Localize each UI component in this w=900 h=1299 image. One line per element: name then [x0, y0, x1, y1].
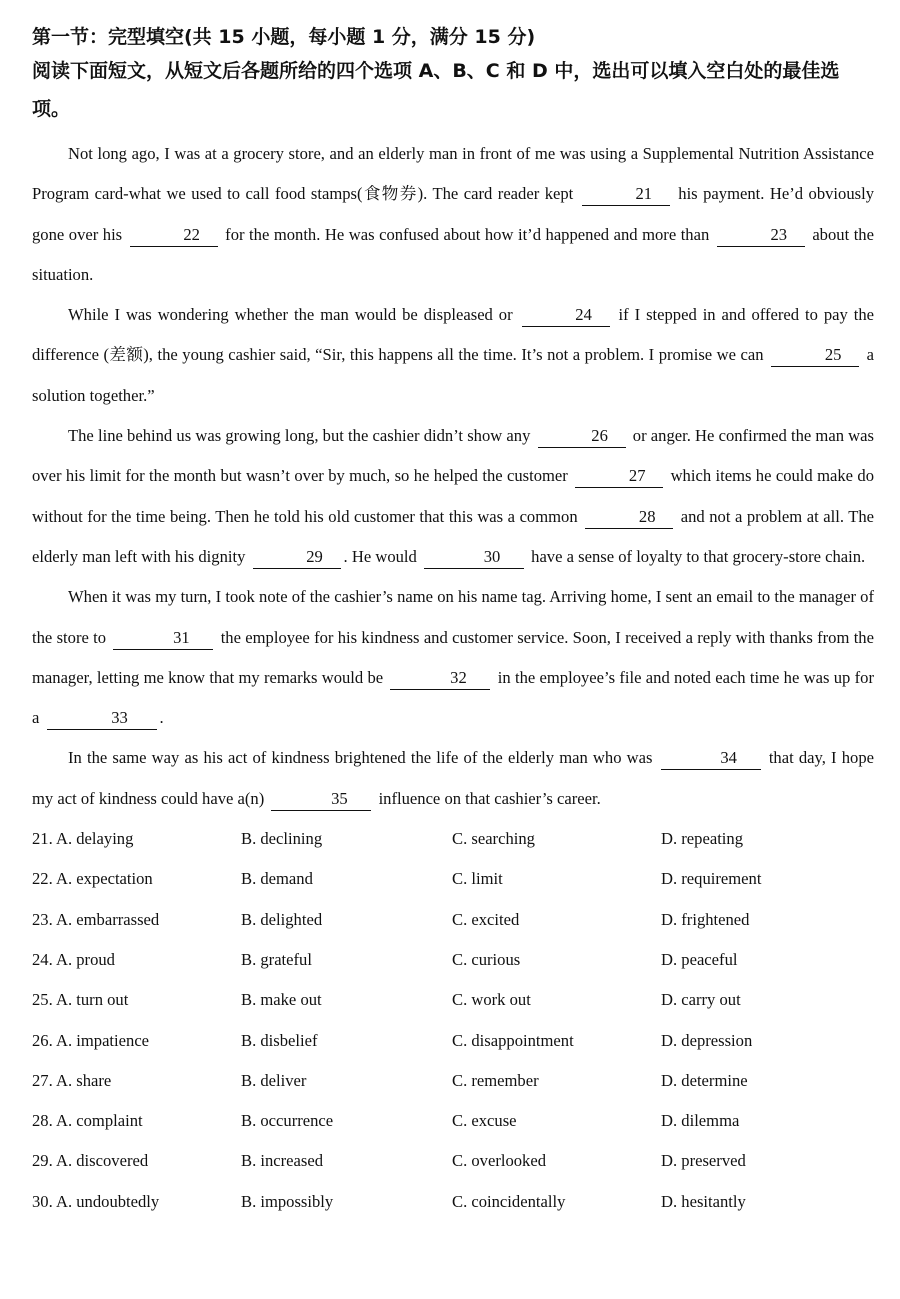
text: influence on that cashier’s career. [378, 788, 601, 808]
option-d: D. repeating [661, 829, 744, 849]
text: While I was wondering whether the man would be displeased or [68, 305, 513, 325]
option-a: 28. A. complaint [32, 1111, 143, 1131]
blank-28: 28 [585, 506, 673, 529]
option-b: B. demand [241, 869, 313, 889]
option-c: C. excited [452, 909, 520, 929]
option-d: D. peaceful [661, 949, 738, 969]
text: which items he could make do without for the time being. Then he told his old customer that this was a common [32, 466, 874, 526]
question-row [32, 819, 874, 859]
blank-25: 25 [771, 344, 859, 367]
text: a solution together.” [32, 345, 875, 405]
option-a: 26. A. impatience [32, 1030, 150, 1050]
blank-23: 23 [717, 224, 805, 247]
blank-32: 32 [390, 667, 490, 690]
option-c: C. excuse [452, 1111, 517, 1131]
exam-page [32, 22, 874, 1222]
option-a: 21. A. delaying [32, 829, 134, 849]
text: . He would [343, 546, 417, 566]
question-row [32, 859, 874, 899]
option-d: D. requirement [661, 869, 762, 889]
option-d: D. carry out [661, 990, 741, 1010]
option-d: D. dilemma [661, 1111, 740, 1131]
paragraph-1 [32, 134, 874, 295]
option-b: B. delighted [241, 909, 323, 929]
question-row [32, 1061, 874, 1101]
option-b: B. increased [241, 1151, 324, 1171]
text: In the same way as his act of kindness brightened the life of the elderly man who was [68, 748, 653, 768]
text: . [159, 708, 164, 728]
text: in the employee’s file and noted each time he was up for a [32, 667, 874, 728]
text: or anger. He confirmed the man was over his limit for the month but wasn’t over by much, so he helped the customer [32, 426, 874, 486]
option-b: B. deliver [241, 1070, 307, 1090]
question-row [32, 940, 874, 980]
text: and not a problem at all. The elderly man left with his dignity [32, 506, 875, 566]
text: for the month. He was confused about how it’d happened and more than [225, 224, 710, 244]
blank-29: 29 [253, 546, 341, 569]
blank-34: 34 [661, 747, 761, 770]
paragraph-2 [32, 295, 874, 416]
text: his payment. He’d obviously gone over his [32, 184, 874, 244]
text: the employee for his kindness and customer service. Soon, I received a reply with thanks from the manager, letting me know that my remarks would be [32, 627, 874, 687]
option-c: C. searching [452, 829, 535, 849]
text: about the situation. [32, 224, 874, 284]
option-b: B. make out [241, 990, 322, 1010]
question-row [32, 1021, 874, 1061]
paragraph-5 [32, 738, 874, 819]
blank-24: 24 [522, 304, 610, 327]
blank-35: 35 [271, 788, 371, 811]
section-title: 第一节：完型填空(共 15 小题，每小题 1 分，满分 15 分) [32, 26, 536, 48]
text: Not long ago, I was at a grocery store, and an elderly man in front of me was using a Supplemental Nutrition Assistance Program card-what we used to call food stamps(食物券). The card reader kept [32, 144, 874, 204]
option-c: C. disappointment [452, 1030, 574, 1050]
question-options [32, 819, 874, 1222]
option-c: C. work out [452, 990, 531, 1010]
option-c: C. overlooked [452, 1151, 547, 1171]
text: When it was my turn, I took note of the cashier’s name on his name tag. Arriving home, I sent an email to the manager of the store to [32, 587, 874, 647]
option-a: 24. A. proud [32, 949, 115, 969]
option-c: C. coincidentally [452, 1191, 566, 1211]
option-c: C. limit [452, 869, 503, 889]
option-b: B. grateful [241, 949, 312, 969]
option-a: 25. A. turn out [32, 990, 129, 1010]
option-a: 27. A. share [32, 1070, 112, 1090]
option-b: B. declining [241, 829, 323, 849]
question-row [32, 1182, 874, 1222]
blank-27: 27 [575, 465, 663, 488]
question-row [32, 980, 874, 1020]
option-b: B. occurrence [241, 1111, 334, 1131]
blank-22: 22 [130, 224, 218, 247]
option-a: 30. A. undoubtedly [32, 1191, 160, 1211]
blank-21: 21 [582, 183, 670, 206]
option-c: C. curious [452, 949, 521, 969]
option-a: 29. A. discovered [32, 1151, 149, 1171]
text: The line behind us was growing long, but the cashier didn’t show any [68, 426, 531, 446]
question-row [32, 1101, 874, 1141]
option-d: D. preserved [661, 1151, 746, 1171]
text: if I stepped in and offered to pay the difference (差额), the young cashier said, “Sir, this happens all the time. It’s not a problem. I promise we can [32, 305, 875, 365]
paragraph-3 [32, 416, 874, 577]
blank-26: 26 [538, 425, 626, 448]
option-c: C. remember [452, 1070, 539, 1090]
option-a: 23. A. embarrassed [32, 909, 160, 929]
blank-33: 33 [47, 707, 157, 730]
question-row [32, 900, 874, 940]
option-d: D. hesitantly [661, 1191, 746, 1211]
text: that day, I hope my act of kindness could have a(n) [32, 748, 874, 808]
option-d: D. determine [661, 1070, 748, 1090]
option-b: B. impossibly [241, 1191, 334, 1211]
blank-30: 30 [424, 546, 524, 569]
option-d: D. depression [661, 1030, 753, 1050]
option-d: D. frightened [661, 909, 750, 929]
paragraph-4 [32, 577, 874, 738]
option-a: 22. A. expectation [32, 869, 153, 889]
option-b: B. disbelief [241, 1030, 318, 1050]
instructions: 阅读下面短文，从短文后各题所给的四个选项 A、B、C 和 D 中，选出可以填入空白处的最佳选项。 [32, 60, 840, 120]
text: have a sense of loyalty to that grocery-store chain. [531, 546, 866, 566]
blank-31: 31 [113, 627, 213, 650]
question-row [32, 1141, 874, 1181]
